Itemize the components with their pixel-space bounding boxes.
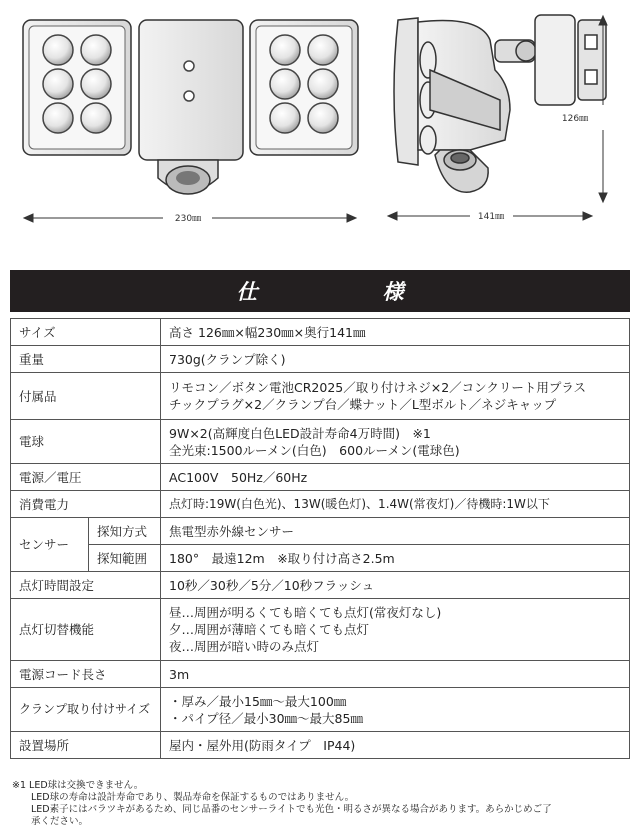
center-body: [139, 20, 243, 194]
row-label: 点灯切替機能: [11, 599, 161, 661]
row-value: 730g(クランプ除く): [161, 346, 630, 373]
footnote: [12, 780, 622, 828]
footnote-line: 承ください。: [12, 816, 89, 827]
spec-title-bar: [10, 270, 630, 312]
table-row: [11, 599, 630, 661]
table-row: [11, 572, 630, 599]
footnote-line: ※1 LED球は交換できません。: [12, 780, 144, 791]
row-value: 180° 最遠12m ※取り付け高さ2.5m: [161, 545, 630, 572]
row-label: 電球: [11, 420, 161, 464]
row-value: AC100V 50Hz／60Hz: [161, 464, 630, 491]
spec-table: [10, 318, 630, 759]
row-value: 昼…周囲が明るくても暗くても点灯(常夜灯なし) 夕…周囲が薄暗くても暗くても点灯 夜…周囲が暗い時のみ点灯: [161, 599, 630, 661]
row-label: 点灯時間設定: [11, 572, 161, 599]
row-value: 10秒／30秒／5分／10秒フラッシュ: [161, 572, 630, 599]
row-value: ・厚み／最小15㎜〜最大100㎜ ・パイプ径／最小30㎜〜最大85㎜: [161, 688, 630, 732]
product-drawing: [0, 0, 640, 240]
table-row: [11, 545, 630, 572]
width-label: 230㎜: [174, 214, 202, 224]
table-row: [11, 688, 630, 732]
row-sublabel: 探知範囲: [89, 545, 161, 572]
left-lamp-head: [23, 20, 131, 155]
row-label: サイズ: [11, 319, 161, 346]
right-lamp-head: [250, 20, 358, 155]
table-row: [11, 491, 630, 518]
height-label: 126㎜: [561, 114, 589, 124]
table-row: [11, 732, 630, 759]
table-row: [11, 518, 630, 545]
row-label: センサー: [11, 518, 89, 572]
table-row: [11, 464, 630, 491]
row-value: 点灯時:19W(白色光)、13W(暖色灯)、1.4W(常夜灯)／待機時:1W以下: [161, 491, 630, 518]
table-row: [11, 373, 630, 420]
table-row: [11, 420, 630, 464]
row-label: 付属品: [11, 373, 161, 420]
depth-label: 141㎜: [477, 212, 505, 222]
row-label: 電源／電圧: [11, 464, 161, 491]
footnote-line: LED球の寿命は設計寿命であり、製品寿命を保証するものではありません。: [12, 792, 355, 803]
side-view: [394, 15, 606, 192]
row-value: リモコン／ボタン電池CR2025／取り付けネジ×2／コンクリート用プラス チックプラグ×2／クランプ台／蝶ナット／L型ボルト／ネジキャップ: [161, 373, 630, 420]
table-row: [11, 319, 630, 346]
spec-title: 仕 様: [236, 280, 456, 304]
row-sublabel: 探知方式: [89, 518, 161, 545]
row-value: 3m: [161, 661, 630, 688]
table-row: [11, 661, 630, 688]
row-label: 重量: [11, 346, 161, 373]
row-value: 9W×2(高輝度白色LED設計寿命4万時間) ※1 全光束:1500ルーメン(白色) 600ルーメン(電球色): [161, 420, 630, 464]
row-label: 設置場所: [11, 732, 161, 759]
row-label: 消費電力: [11, 491, 161, 518]
row-label: クランプ取り付けサイズ: [11, 688, 161, 732]
row-value: 焦電型赤外線センサー: [161, 518, 630, 545]
row-value: 高さ 126㎜×幅230㎜×奥行141㎜: [161, 319, 630, 346]
row-label: 電源コード長さ: [11, 661, 161, 688]
table-row: [11, 346, 630, 373]
row-value: 屋内・屋外用(防雨タイプ IP44): [161, 732, 630, 759]
footnote-line: LED素子にはバラツキがあるため、同じ品番のセンサーライトでも光色・明るさが異なる場合があります。あらかじめご了: [12, 804, 552, 815]
